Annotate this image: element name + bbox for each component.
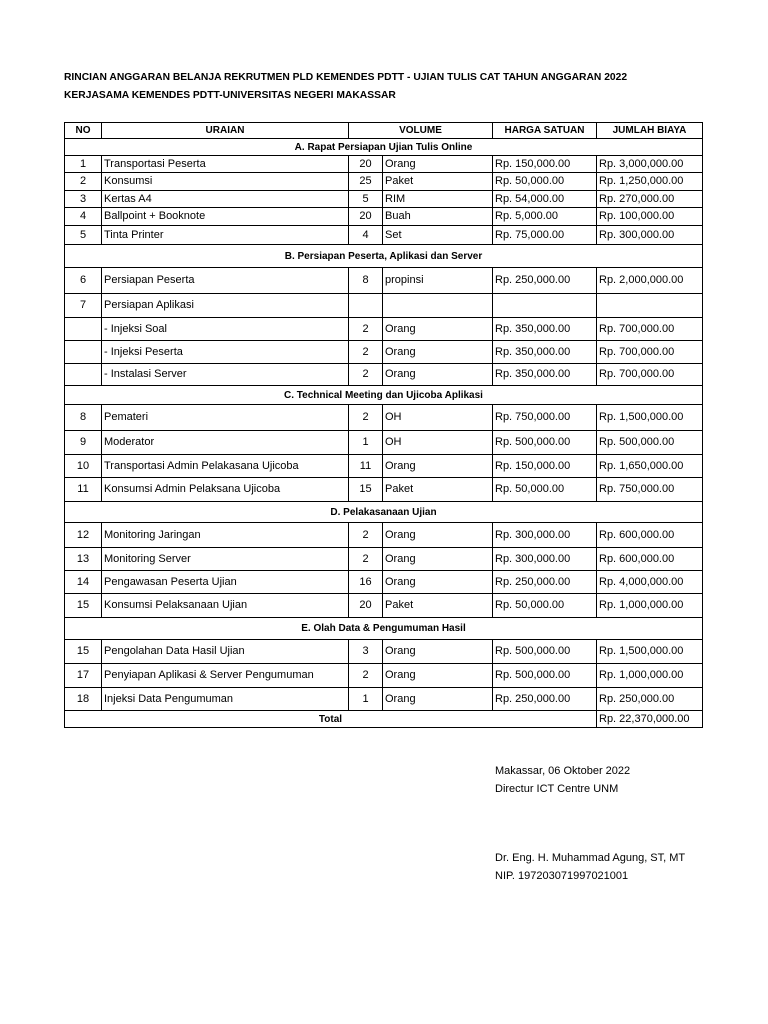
item-total-cost: Rp. 250,000.00 xyxy=(597,688,703,711)
budget-table-body xyxy=(65,139,703,711)
item-quantity: 4 xyxy=(349,226,383,245)
item-total-cost: Rp. 700,000.00 xyxy=(597,364,703,386)
item-number: 7 xyxy=(65,294,102,318)
document-title-line-2: KERJASAMA KEMENDES PDTT-UNIVERSITAS NEGERI MAKASSAR xyxy=(64,90,396,101)
section-row xyxy=(65,618,703,640)
item-number: 18 xyxy=(65,688,102,711)
item-unit-price: Rp. 350,000.00 xyxy=(493,341,597,364)
section-title: B. Persiapan Peserta, Aplikasi dan Server xyxy=(65,245,703,268)
item-unit-price: Rp. 150,000.00 xyxy=(493,156,597,173)
item-total-cost: Rp. 600,000.00 xyxy=(597,548,703,571)
item-unit-price: Rp. 250,000.00 xyxy=(493,688,597,711)
item-number: 15 xyxy=(65,594,102,618)
item-description: Pengolahan Data Hasil Ujian xyxy=(102,640,349,664)
item-unit: OH xyxy=(383,405,493,431)
item-description: Pengawasan Peserta Ujian xyxy=(102,571,349,594)
header-uraian: URAIAN xyxy=(102,123,349,139)
item-quantity: 2 xyxy=(349,318,383,341)
item-unit: Orang xyxy=(383,341,493,364)
item-total-cost: Rp. 270,000.00 xyxy=(597,191,703,208)
budget-item-row xyxy=(65,455,703,478)
budget-item-row xyxy=(65,226,703,245)
item-unit: OH xyxy=(383,431,493,455)
item-unit: Buah xyxy=(383,208,493,226)
item-unit-price: Rp. 250,000.00 xyxy=(493,571,597,594)
item-quantity: 2 xyxy=(349,364,383,386)
item-description: Transportasi Peserta xyxy=(102,156,349,173)
item-description: Konsumsi xyxy=(102,173,349,191)
item-unit-price: Rp. 300,000.00 xyxy=(493,548,597,571)
item-unit: Orang xyxy=(383,523,493,548)
item-quantity: 5 xyxy=(349,191,383,208)
item-number: 4 xyxy=(65,208,102,226)
item-description: - Injeksi Peserta xyxy=(102,341,349,364)
item-number: 10 xyxy=(65,455,102,478)
item-unit-price: Rp. 500,000.00 xyxy=(493,664,597,688)
item-description: Tinta Printer xyxy=(102,226,349,245)
item-total-cost xyxy=(597,294,703,318)
item-total-cost: Rp. 700,000.00 xyxy=(597,341,703,364)
budget-item-row xyxy=(65,523,703,548)
item-unit xyxy=(383,294,493,318)
budget-item-row xyxy=(65,173,703,191)
item-quantity: 2 xyxy=(349,664,383,688)
total-label: Total xyxy=(65,711,597,728)
item-total-cost: Rp. 3,000,000.00 xyxy=(597,156,703,173)
item-number: 2 xyxy=(65,173,102,191)
item-unit: propinsi xyxy=(383,268,493,294)
item-unit: Orang xyxy=(383,688,493,711)
budget-item-row xyxy=(65,208,703,226)
item-total-cost: Rp. 300,000.00 xyxy=(597,226,703,245)
budget-item-row xyxy=(65,318,703,341)
item-quantity: 1 xyxy=(349,688,383,711)
item-unit: Orang xyxy=(383,364,493,386)
budget-item-row xyxy=(65,294,703,318)
item-unit-price: Rp. 50,000.00 xyxy=(493,478,597,502)
budget-item-row xyxy=(65,664,703,688)
item-description: - Instalasi Server xyxy=(102,364,349,386)
item-total-cost: Rp. 1,650,000.00 xyxy=(597,455,703,478)
item-number: 9 xyxy=(65,431,102,455)
item-quantity: 11 xyxy=(349,455,383,478)
item-number: 11 xyxy=(65,478,102,502)
item-quantity: 2 xyxy=(349,405,383,431)
item-unit: Paket xyxy=(383,478,493,502)
item-description: Konsumsi Pelaksanaan Ujian xyxy=(102,594,349,618)
item-quantity: 25 xyxy=(349,173,383,191)
item-description: Ballpoint + Booknote xyxy=(102,208,349,226)
header-volume: VOLUME xyxy=(349,123,493,139)
item-number: 13 xyxy=(65,548,102,571)
section-title: C. Technical Meeting dan Ujicoba Aplikasi xyxy=(65,386,703,405)
item-unit-price: Rp. 300,000.00 xyxy=(493,523,597,548)
item-description: Injeksi Data Pengumuman xyxy=(102,688,349,711)
item-total-cost: Rp. 500,000.00 xyxy=(597,431,703,455)
item-description: Persiapan Peserta xyxy=(102,268,349,294)
item-quantity: 2 xyxy=(349,523,383,548)
item-number: 12 xyxy=(65,523,102,548)
item-total-cost: Rp. 600,000.00 xyxy=(597,523,703,548)
item-quantity: 20 xyxy=(349,208,383,226)
budget-item-row xyxy=(65,478,703,502)
signature-nip: NIP. 197203071997021001 xyxy=(495,870,629,882)
item-total-cost: Rp. 1,500,000.00 xyxy=(597,405,703,431)
header-harga-satuan: HARGA SATUAN xyxy=(493,123,597,139)
item-number: 6 xyxy=(65,268,102,294)
budget-item-row xyxy=(65,431,703,455)
item-description: Penyiapan Aplikasi & Server Pengumuman xyxy=(102,664,349,688)
header-no: NO xyxy=(65,123,102,139)
item-quantity: 16 xyxy=(349,571,383,594)
item-quantity: 2 xyxy=(349,341,383,364)
item-total-cost: Rp. 1,500,000.00 xyxy=(597,640,703,664)
budget-item-row xyxy=(65,156,703,173)
budget-item-row xyxy=(65,341,703,364)
item-description: Persiapan Aplikasi xyxy=(102,294,349,318)
signature-name: Dr. Eng. H. Muhammad Agung, ST, MT xyxy=(495,852,686,864)
item-number: 15 xyxy=(65,640,102,664)
item-quantity: 8 xyxy=(349,268,383,294)
item-quantity: 2 xyxy=(349,548,383,571)
item-number: 8 xyxy=(65,405,102,431)
item-number: 1 xyxy=(65,156,102,173)
item-total-cost: Rp. 700,000.00 xyxy=(597,318,703,341)
item-description: Monitoring Jaringan xyxy=(102,523,349,548)
item-unit: Orang xyxy=(383,571,493,594)
item-number: 14 xyxy=(65,571,102,594)
budget-item-row xyxy=(65,640,703,664)
item-number xyxy=(65,364,102,386)
budget-table xyxy=(64,122,703,728)
item-unit-price: Rp. 500,000.00 xyxy=(493,431,597,455)
budget-item-row xyxy=(65,191,703,208)
item-unit: Orang xyxy=(383,318,493,341)
budget-item-row xyxy=(65,364,703,386)
section-title: E. Olah Data & Pengumuman Hasil xyxy=(65,618,703,640)
item-total-cost: Rp. 2,000,000.00 xyxy=(597,268,703,294)
signature-position: Directur ICT Centre UNM xyxy=(495,783,619,795)
item-number xyxy=(65,318,102,341)
total-row xyxy=(65,711,703,728)
header-jumlah-biaya: JUMLAH BIAYA xyxy=(597,123,703,139)
item-unit: Orang xyxy=(383,548,493,571)
item-total-cost: Rp. 4,000,000.00 xyxy=(597,571,703,594)
item-total-cost: Rp. 1,000,000.00 xyxy=(597,594,703,618)
item-unit-price: Rp. 350,000.00 xyxy=(493,318,597,341)
document-title-line-1: RINCIAN ANGGARAN BELANJA REKRUTMEN PLD KEMENDES PDTT - UJIAN TULIS CAT TAHUN ANGGARAN 2022 xyxy=(64,72,628,83)
item-description: Pemateri xyxy=(102,405,349,431)
item-unit-price: Rp. 5,000.00 xyxy=(493,208,597,226)
item-quantity: 15 xyxy=(349,478,383,502)
item-total-cost: Rp. 1,000,000.00 xyxy=(597,664,703,688)
item-unit-price: Rp. 54,000.00 xyxy=(493,191,597,208)
item-unit-price: Rp. 50,000.00 xyxy=(493,594,597,618)
item-total-cost: Rp. 1,250,000.00 xyxy=(597,173,703,191)
signature-place-date: Makassar, 06 Oktober 2022 xyxy=(495,765,631,777)
item-unit: Paket xyxy=(383,594,493,618)
item-unit: Paket xyxy=(383,173,493,191)
section-title: D. Pelakasanaan Ujian xyxy=(65,502,703,523)
item-unit: Orang xyxy=(383,156,493,173)
item-quantity: 20 xyxy=(349,156,383,173)
item-unit-price: Rp. 500,000.00 xyxy=(493,640,597,664)
item-unit: RIM xyxy=(383,191,493,208)
budget-item-row xyxy=(65,405,703,431)
budget-item-row xyxy=(65,571,703,594)
item-description: Moderator xyxy=(102,431,349,455)
item-unit-price: Rp. 75,000.00 xyxy=(493,226,597,245)
budget-item-row xyxy=(65,548,703,571)
item-description: Monitoring Server xyxy=(102,548,349,571)
total-value: Rp. 22,370,000.00 xyxy=(597,711,703,728)
item-number: 17 xyxy=(65,664,102,688)
budget-item-row xyxy=(65,688,703,711)
item-description: Kertas A4 xyxy=(102,191,349,208)
item-quantity xyxy=(349,294,383,318)
section-title: A. Rapat Persiapan Ujian Tulis Online xyxy=(65,139,703,156)
item-unit-price: Rp. 250,000.00 xyxy=(493,268,597,294)
item-number xyxy=(65,341,102,364)
item-unit: Set xyxy=(383,226,493,245)
item-unit-price xyxy=(493,294,597,318)
section-row xyxy=(65,245,703,268)
item-description: Konsumsi Admin Pelaksana Ujicoba xyxy=(102,478,349,502)
section-row xyxy=(65,386,703,405)
budget-item-row xyxy=(65,594,703,618)
section-row xyxy=(65,502,703,523)
section-row xyxy=(65,139,703,156)
item-number: 5 xyxy=(65,226,102,245)
budget-item-row xyxy=(65,268,703,294)
item-unit: Orang xyxy=(383,455,493,478)
item-total-cost: Rp. 100,000.00 xyxy=(597,208,703,226)
item-number: 3 xyxy=(65,191,102,208)
item-description: - Injeksi Soal xyxy=(102,318,349,341)
item-unit-price: Rp. 750,000.00 xyxy=(493,405,597,431)
item-total-cost: Rp. 750,000.00 xyxy=(597,478,703,502)
item-quantity: 3 xyxy=(349,640,383,664)
table-header-row xyxy=(65,123,703,139)
item-description: Transportasi Admin Pelakasana Ujicoba xyxy=(102,455,349,478)
item-unit: Orang xyxy=(383,640,493,664)
item-unit: Orang xyxy=(383,664,493,688)
item-unit-price: Rp. 50,000.00 xyxy=(493,173,597,191)
item-unit-price: Rp. 150,000.00 xyxy=(493,455,597,478)
item-unit-price: Rp. 350,000.00 xyxy=(493,364,597,386)
item-quantity: 20 xyxy=(349,594,383,618)
item-quantity: 1 xyxy=(349,431,383,455)
